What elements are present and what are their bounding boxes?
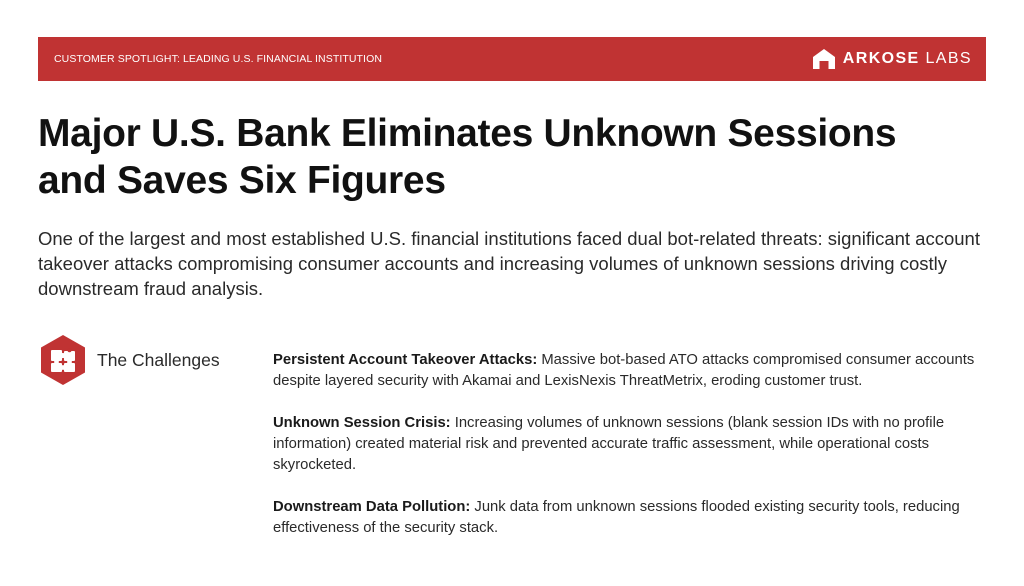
logo-text: ARKOSE LABS: [842, 50, 972, 67]
puzzle-hexagon-icon: [37, 334, 89, 386]
challenges-heading: The Challenges: [97, 350, 220, 370]
challenge-item: Unknown Session Crisis: Increasing volumes of unknown sessions (blank session IDs with no profile information) created material risk and prevented accurate traffic assessment, while operational costs skyrocketed.: [273, 415, 945, 473]
page-title: [38, 110, 988, 204]
challenge-item: Downstream Data Pollution: Junk data from unknown sessions flooded existing security tools, reducing effectiveness of the security stack.: [273, 499, 960, 536]
title-line-2: and Saves Six Figures: [38, 159, 446, 202]
challenges-list: [273, 350, 983, 560]
intro-paragraph: One of the largest and most established U.S. financial institutions faced dual bot-related threats: significant account takeover attacks compromising consumer accounts and increasing volumes of unknown sessions driving costly downstream fraud analysis.: [38, 228, 980, 299]
spotlight-label: CUSTOMER SPOTLIGHT: LEADING U.S. FINANCIAL INSTITUTION: [54, 53, 383, 65]
arkose-labs-logo: [812, 48, 972, 70]
title-line-1: Major U.S. Bank Eliminates Unknown Sessions: [38, 112, 897, 155]
arkose-logo-icon: [812, 48, 836, 70]
header-banner: [38, 37, 986, 81]
challenge-item: Persistent Account Takeover Attacks: Massive bot-based ATO attacks compromised consumer accounts despite layered security with Akamai and LexisNexis ThreatMetrix, eroding customer trust.: [273, 352, 975, 389]
